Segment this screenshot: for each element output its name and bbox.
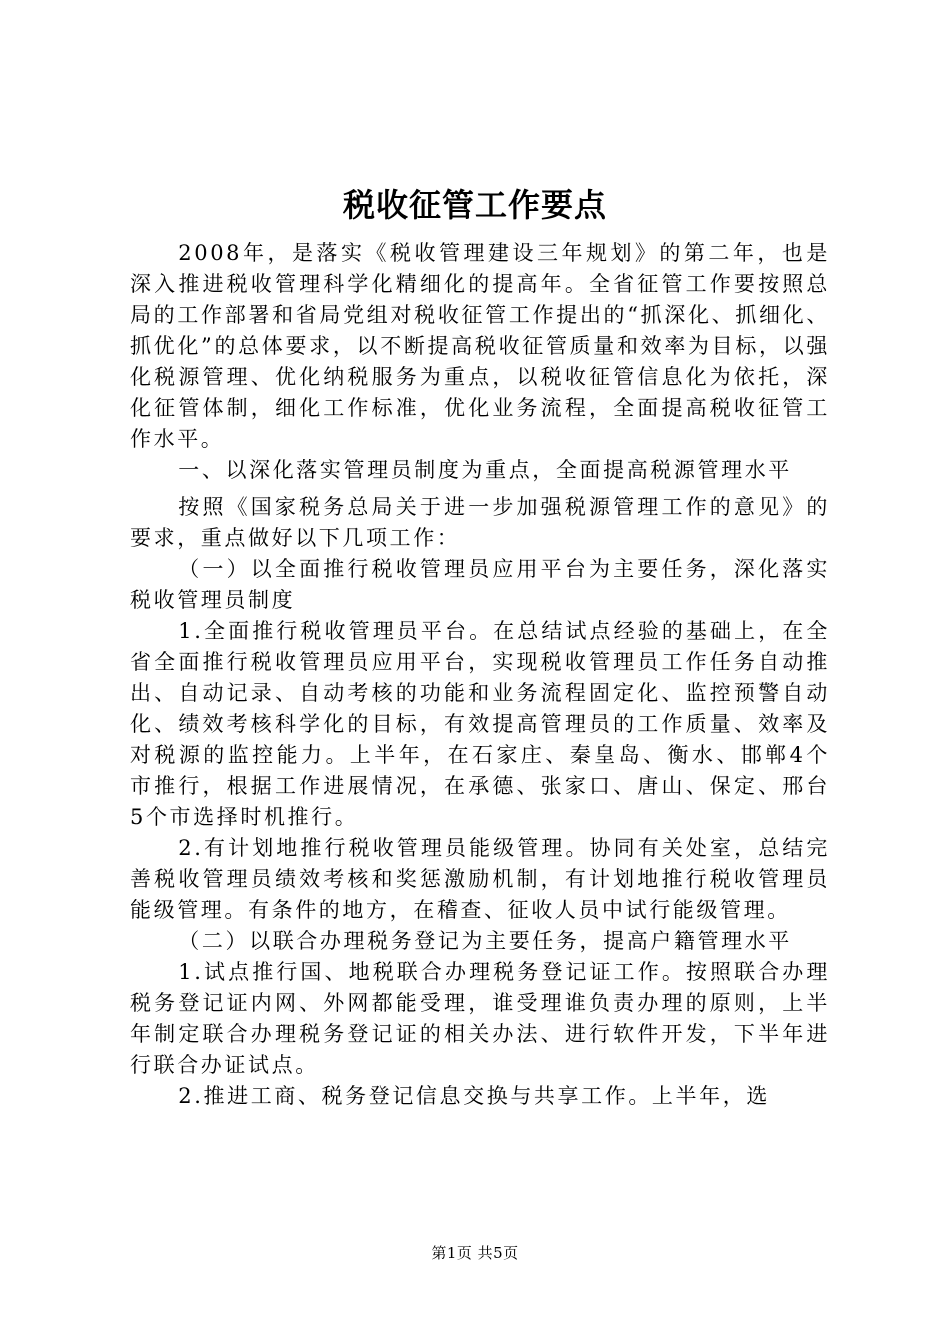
paragraph: 按照《国家税务总局关于进一步加强税源管理工作的意见》的要求，重点做好以下几项工作： bbox=[130, 495, 830, 550]
paragraph-item-1b: 1.试点推行国、地税联合办理税务登记证工作。按照联合办理税务登记证内网、外网都能受理，谁受理谁负责办理的原则，上半年制定联合办理税务登记证的相关办法、进行软件开发，下半年进行联合办证试点。 bbox=[130, 960, 830, 1077]
page-footer: 第1页 共5页 bbox=[431, 1244, 519, 1262]
subsection-heading-1: （一）以全面推行税收管理员应用平台为主要任务，深化落实税收管理员制度 bbox=[130, 557, 830, 612]
paragraph-intro: 2008年，是落实《税收管理建设三年规划》的第二年，也是深入推进税收管理科学化精细化的提高年。全省征管工作要按照总局的工作部署和省局党组对税收征管工作提出的“抓深化、抓细化、抓优化”的总体要求，以不断提高税收征管质量和效率为目标，以强化税源管理、优化纳税服务为重点，以税收征管信息化为依托，深化征管体制，细化工作标准，优化业务流程，全面提高税收征管工作水平。 bbox=[130, 241, 830, 451]
paragraph-item-1: 1.全面推行税收管理员平台。在总结试点经验的基础上，在全省全面推行税收管理员应用平台，实现税收管理员工作任务自动推出、自动记录、自动考核的功能和业务流程固定化、监控预警自动化、绩效考核科学化的目标，有效提高管理员的工作质量、效率及对税源的监控能力。上半年，在石家庄、秦皇岛、衡水、邯郸4个市推行，根据工作进展情况，在承德、张家口、唐山、保定、邢台5个市选择时机推行。 bbox=[130, 619, 830, 829]
document-body bbox=[130, 238, 830, 1112]
document-title: 税收征管工作要点 bbox=[342, 186, 607, 224]
paragraph-item-2: 2.有计划地推行税收管理员能级管理。协同有关处室，总结完善税收管理员绩效考核和奖惩激励机制，有计划地推行税收管理员能级管理。有条件的地方，在稽查、征收人员中试行能级管理。 bbox=[130, 836, 830, 922]
paragraph-item-2b: 2.推进工商、税务登记信息交换与共享工作。上半年，选 bbox=[178, 1084, 770, 1108]
section-heading-1: 一、以深化落实管理员制度为重点，全面提高税源管理水平 bbox=[178, 458, 792, 482]
subsection-heading-2: （二）以联合办理税务登记为主要任务，提高户籍管理水平 bbox=[178, 929, 792, 953]
